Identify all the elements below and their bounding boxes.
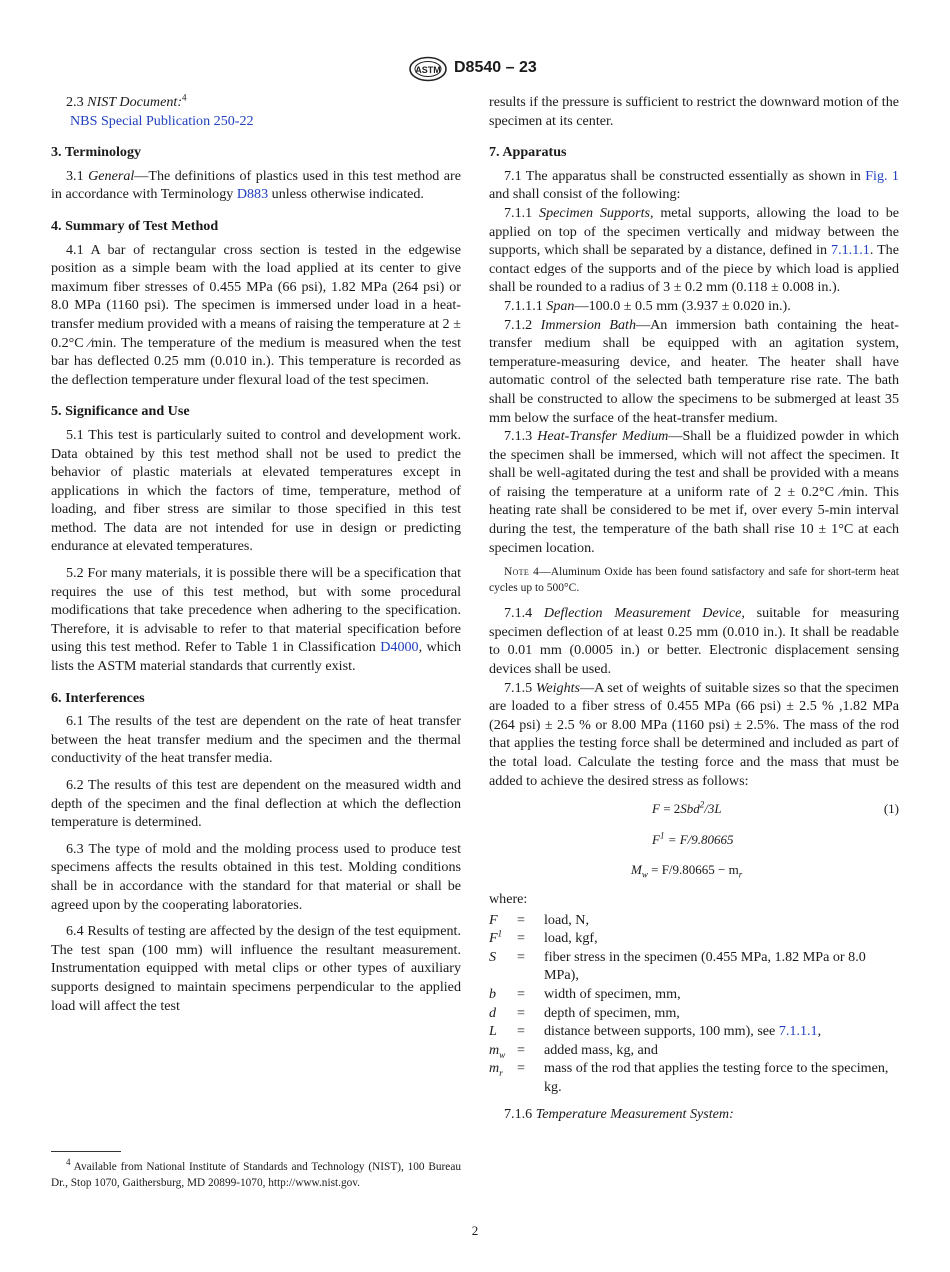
section-7-1-1-1-link[interactable]: 7.1.1.1 (831, 242, 870, 259)
para-6-4: 6.4 Results of testing are affected by the design of the test equipment. The test span (100 mm) will influence the resultant measurement. Instrumentation equipped with metal clips or other types of auxiliary supports designed to maintain specimens perpendicular to the applied load will affect the test (51, 923, 461, 1014)
para-7-1-1-1: 7.1.1.1 Span—100.0 ± 0.5 mm (3.937 ± 0.020 in.). (504, 297, 791, 314)
para-3-1: 3.1 General—The definitions of plastics used in this test method are in accordance with Terminology D883 unless otherwise indicated. (51, 167, 461, 203)
definition-text: fiber stress in the specimen (0.455 MPa, 1.82 MPa or 8.0 MPa), (544, 948, 866, 984)
d883-link[interactable]: D883 (236, 186, 269, 203)
para-6-1: 6.1 The results of the test are dependent on the rate of heat transfer between the heat transfer medium and the specimen and the thermal conductivity of the heat transfer media. (51, 713, 461, 767)
definition-text: load, kgf, (544, 930, 598, 947)
definition-equals: = (517, 948, 525, 965)
definition-symbol: b (489, 985, 497, 1002)
definition-equals: = (517, 911, 525, 928)
heading-summary: 4. Summary of Test Method (51, 217, 219, 234)
equation-number: (1) (883, 801, 899, 817)
definition-symbol: $m_r$ (489, 1060, 503, 1079)
note-4: Note 4—Aluminum Oxide has been found satisfactory and safe for short-term heat cycles up to 500°C. (489, 566, 899, 594)
definition-symbol: $F^1$ (489, 928, 503, 947)
document-designation: D8540 – 23 (454, 59, 537, 76)
definition-symbol: L (489, 1023, 497, 1040)
page-number: 2 (471, 1223, 479, 1238)
equation-3: $M_w = F/9.80665 - m_r$ (631, 862, 743, 880)
d4000-link[interactable]: D4000 (380, 639, 419, 656)
definition-text: added mass, kg, and (544, 1041, 658, 1058)
left-column (51, 93, 461, 1015)
para-7-1-4: 7.1.4 Deflection Measurement Device, suitable for measuring specimen deflection of at least 0.25 mm (0.010 in.). It shall be readable to 0.01 mm (0.0005 in.) or better. Electronic displacement sensing devices shall be used. (489, 605, 899, 678)
equation-2: $F^1 = F/9.80665$ (652, 830, 734, 847)
para-6-2: 6.2 The results of this test are dependent on the measured width and depth of the specimen and the final deflection at which the deflection temperature is determined. (51, 777, 461, 831)
footnote-rule (51, 1151, 121, 1152)
para-7-1-2: 7.1.2 Immersion Bath—An immersion bath containing the heat-transfer medium shall be equipped with an agitation system, temperature-measuring device, and heater. The heater shall have automatic control of the selected bath temperature rise rate. The bath shall be constructed to allow the specimens to be submerged at least 35 mm below the surface of the heat-transfer medium. (489, 316, 899, 426)
definition-symbol: d (489, 1004, 497, 1021)
para-7-1-6: 7.1.6 Temperature Measurement System: (504, 1105, 734, 1122)
definition-equals: = (517, 1004, 525, 1021)
variable-definitions (489, 911, 899, 1097)
definition-text: load, N, (544, 911, 590, 928)
right-column (489, 93, 899, 1123)
definition-symbol: S (489, 948, 497, 965)
definition-text: distance between supports, 100 mm), see 7.1.1.1, (544, 1023, 822, 1040)
para-5-2: 5.2 For many materials, it is possible there will be a specification that requires the use of this test method, but with some procedural modifications that take precedence when adhering to the specification. Therefore, it is advisable to refer to that material specification before using this test method. Refer to Table 1 in Classification D4000, which lists the ASTM material standards that currently exist. (51, 565, 461, 675)
definition-symbol: F (489, 911, 498, 928)
heading-terminology: 3. Terminology (51, 144, 142, 161)
section-2-3: 2.3 NIST Document:$^4$ (66, 92, 187, 110)
definition-text: mass of the rod that applies the testing force to the specimen, kg. (544, 1060, 889, 1095)
definition-equals: = (517, 1041, 525, 1058)
heading-apparatus: 7. Apparatus (489, 144, 567, 161)
definition-equals: = (517, 930, 525, 947)
para-7-1-3: 7.1.3 Heat-Transfer Medium—Shall be a fluidized powder in which the specimen shall be immersed, which will not affect the specimen. It shall be well-agitated during the test and shall be provided with a means of raising the temperature at a uniform rate of 2 ± 0.2°C ⁄min. This heating rate shall be considered to be met if, over every 5-min interval during the test, the temperature of the bath shall rise 10 ± 1°C at each specimen location. (489, 428, 900, 556)
heading-significance: 5. Significance and Use (51, 403, 190, 420)
footnote-4: $^4$ Available from National Institute of Standards and Technology (NIST), 100 Bureau Dr., Stop 1070, Gaithersburg, MD 20899-1070, http://www.nist.gov. (51, 1157, 461, 1189)
definition-equals: = (517, 1060, 525, 1077)
definition-text: width of specimen, mm, (544, 985, 681, 1002)
definition-row (489, 1022, 899, 1041)
definition-symbol: $m_w$ (489, 1041, 506, 1060)
where-label: where: (489, 890, 528, 907)
definition-row (489, 985, 899, 1004)
definition-row (489, 948, 899, 985)
fig-1-link[interactable]: Fig. 1 (865, 167, 899, 184)
definition-row (489, 1041, 899, 1060)
para-7-1-5: 7.1.5 Weights—A set of weights of suitable sizes so that the specimen are loaded to a fiber stress of 0.455 MPa (66 psi) ± 2.5 % ,1.82 MPa (264 psi) ± 2.5 % or 8.00 MPa (1160 psi) ± 2.5%. The mass of the rod that applies the testing force shall be determined and included as part of the total load. Calculate the testing force and the mass that must be added to achieve the desired stress as follows: (489, 679, 899, 789)
para-4-1: 4.1 A bar of rectangular cross section is tested in the edgewise position as a simple beam with the load applied at its center to give maximum fiber stresses of 0.455 MPa (66 psi), 1.82 MPa (264 psi) or 8.0 MPa (1160 psi). The specimen is immersed under load in a heat-transfer medium provided with a means of raising the temperature at 2 ± 0.2°C ⁄min. The temperature of the medium is measured when the test bar has deflected 0.25 mm (0.010 in.). This temperature is recorded as the deflection temperature under flexural load of the test specimen. (51, 241, 461, 388)
para-6-4-continued: results if the pressure is sufficient to restrict the downward motion of the specimen at its center. (489, 94, 899, 129)
para-5-1: 5.1 This test is particularly suited to control and development work. Data obtained by this test method shall not be used to predict the behavior of plastic materials at elevated temperatures except in applications in which the factors of time, temperature, method of loading, and fiber stress are similar to those specified in this test method. The data are not intended for use in design or predicting endurance at elevated temperatures. (51, 426, 461, 555)
definition-text: depth of specimen, mm, (544, 1004, 680, 1021)
definition-row (489, 911, 899, 930)
astm-logo-text: ASTM (415, 65, 441, 75)
definition-row (489, 1004, 899, 1023)
heading-interferences: 6. Interferences (51, 689, 145, 706)
definition-equals: = (517, 985, 525, 1002)
para-7-1: 7.1 The apparatus shall be constructed essentially as shown in Fig. 1 and shall consist of the following: (489, 167, 899, 203)
definition-link[interactable]: 7.1.1.1 (778, 1023, 818, 1040)
page-header (0, 56, 950, 82)
para-7-1-1: 7.1.1 Specimen Supports, metal supports, allowing the load to be applied on top of the specimen vertically and midway between the supports, which shall be separated by a distance, defined in 7.1.1.1. The contact edges of the supports and of the piece by which load is applied shall be rounded to a radius of 3 ± 0.2 mm (0.118 ± 0.008 in.). (489, 204, 900, 296)
definition-row (489, 929, 899, 948)
definition-equals: = (517, 1023, 525, 1040)
astm-logo (408, 56, 448, 82)
equation-1: F = 2Sbd$^2$/3L (1) (489, 800, 899, 819)
nbs-publication-link[interactable]: NBS Special Publication 250-22 (70, 112, 254, 129)
para-6-3: 6.3 The type of mold and the molding process used to produce test specimens affects the results obtained in this test. Molding conditions shall be in accordance with the standard for that material or shall be agreed upon by the cooperating laboratories. (51, 840, 461, 913)
definition-row (489, 1059, 899, 1096)
